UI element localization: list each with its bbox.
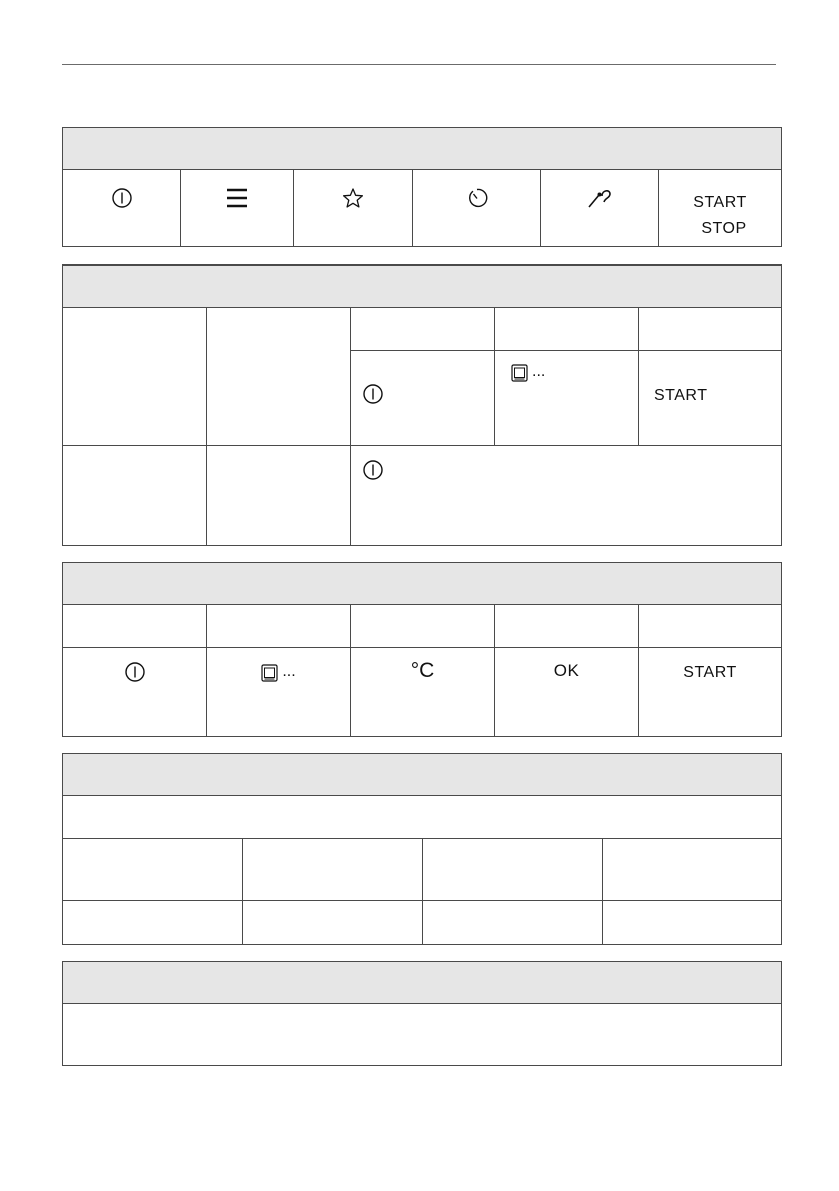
- timer-cell[interactable]: [413, 170, 541, 246]
- quick-start-cell[interactable]: [639, 648, 781, 736]
- settings-cell-a3: [351, 308, 495, 351]
- settings-cell-a1: [63, 308, 207, 446]
- start-stop-cell[interactable]: [659, 170, 781, 246]
- temperature-icon: °C: [410, 659, 435, 682]
- data-cell-3: [423, 901, 603, 944]
- start-label: START: [654, 387, 708, 404]
- data-head-2: [243, 839, 423, 901]
- data-cell-1: [63, 901, 243, 944]
- quick-power-cell[interactable]: [63, 648, 207, 736]
- settings-cell-c2: [207, 446, 351, 545]
- settings-table: [62, 264, 782, 546]
- data-table-header: [63, 754, 781, 796]
- power-icon: [124, 661, 146, 683]
- quick-cell-3: [351, 605, 495, 648]
- quick-temperature-cell[interactable]: [351, 648, 495, 736]
- quick-ok-cell[interactable]: [495, 648, 639, 736]
- data-head-1: [63, 839, 243, 901]
- timer-icon: [466, 187, 488, 209]
- stop-label: STOP: [701, 220, 747, 237]
- power-icon: [362, 383, 384, 405]
- oven-function-dots: ...: [282, 663, 296, 680]
- data-cell-4: [603, 901, 781, 944]
- data-head-3: [423, 839, 603, 901]
- oven-function-icon: [511, 364, 528, 382]
- data-cell-2: [243, 901, 423, 944]
- quick-cell-1: [63, 605, 207, 648]
- start-label: START: [693, 194, 747, 211]
- settings-power-cell[interactable]: [351, 351, 495, 446]
- control-panel-table: [62, 127, 782, 247]
- settings-oven-function-cell[interactable]: [495, 351, 639, 446]
- settings-header: [63, 266, 781, 308]
- power-icon: [362, 459, 384, 481]
- oven-function-dots: ...: [532, 363, 546, 380]
- quick-cell-4: [495, 605, 639, 648]
- page-header-rule: [62, 64, 776, 65]
- settings-cell-c1: [63, 446, 207, 545]
- power-cell[interactable]: [63, 170, 181, 246]
- data-table-subheader: [63, 796, 781, 839]
- settings-start-cell[interactable]: [639, 351, 781, 446]
- quick-cell-5: [639, 605, 781, 648]
- quick-setup-table: [62, 562, 782, 737]
- quick-cell-2: [207, 605, 351, 648]
- power-icon: [111, 187, 133, 209]
- note-table-body: [63, 1004, 781, 1065]
- note-table: [62, 961, 782, 1066]
- start-label: START: [683, 664, 737, 681]
- menu-cell[interactable]: [181, 170, 294, 246]
- settings-cell-a2: [207, 308, 351, 446]
- favourite-cell[interactable]: [294, 170, 413, 246]
- menu-icon: [225, 187, 249, 209]
- oven-function-icon: [261, 664, 278, 682]
- settings-power-note-cell[interactable]: [351, 446, 781, 545]
- note-table-header: [63, 962, 781, 1004]
- settings-cell-a5: [639, 308, 781, 351]
- quick-setup-header: [63, 563, 781, 605]
- quick-oven-function-cell[interactable]: [207, 648, 351, 736]
- food-probe-cell[interactable]: [541, 170, 659, 246]
- data-table: [62, 753, 782, 945]
- favourite-star-icon: [342, 187, 364, 209]
- settings-cell-a4: [495, 308, 639, 351]
- control-panel-header: [63, 128, 781, 170]
- data-head-4: [603, 839, 781, 901]
- food-probe-icon: [587, 187, 613, 209]
- ok-label: OK: [553, 661, 580, 680]
